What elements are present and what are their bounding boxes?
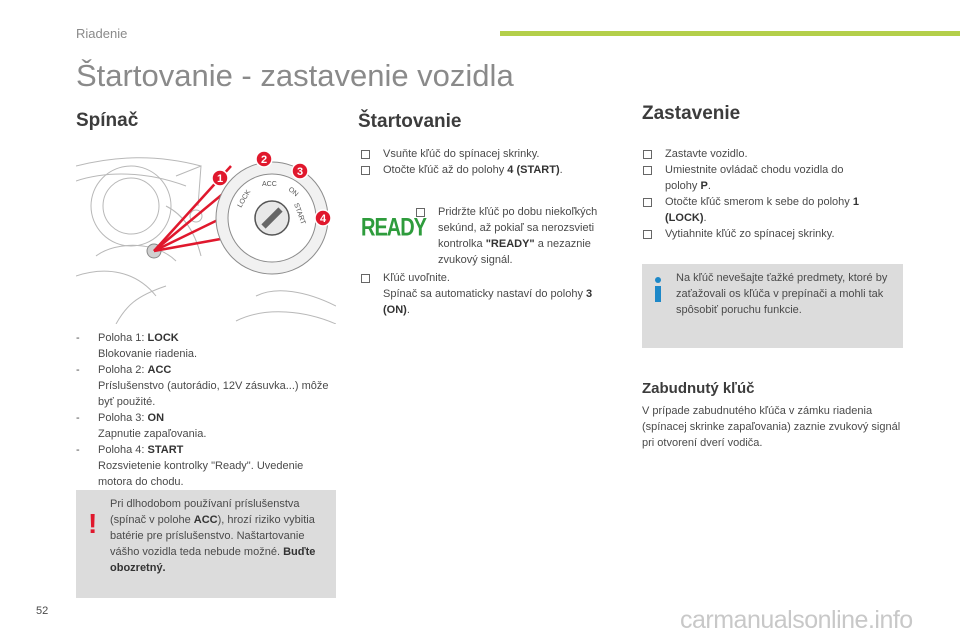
- section-label: Riadenie: [76, 26, 128, 41]
- page-title: Štartovanie - zastavenie vozidla: [76, 58, 514, 93]
- checkbox-icon: [416, 208, 425, 217]
- start-steps-3: [361, 270, 621, 318]
- list-item: Vytiahnite kľúč zo spínacej skrinky.: [643, 226, 873, 242]
- startovanie-heading: Štartovanie: [358, 111, 462, 132]
- ring-text-on: ON: [286, 186, 300, 199]
- stop-steps: [643, 146, 873, 242]
- forgotten-key-text: V prípade zabudnutého kľúča v zámku riadenia (spínacej skrinke zapaľovania) zaznie zvukový signál pri otvorení dverí vodiča.: [642, 405, 901, 449]
- checkbox-icon: [643, 150, 652, 159]
- checkbox-icon: [361, 274, 370, 283]
- callout-4: 4: [319, 213, 327, 225]
- warning-box: [76, 490, 336, 598]
- page-number: 52: [36, 605, 49, 617]
- zastavenie-heading: Zastavenie: [642, 103, 741, 124]
- checkbox-icon: [361, 150, 370, 159]
- ignition-switch-illustration: [76, 146, 336, 324]
- checkbox-icon: [361, 166, 370, 175]
- list-item: Pridržte kľúč po dobu niekoľkých sekúnd, až pokiaľ sa nerozsvieti kontrolka "READY" a nezaznie zvukový signál.: [416, 204, 626, 268]
- spinac-heading: Spínač: [76, 110, 139, 131]
- position-item: - Poloha 3: ON Zapnutie zapaľovania.: [76, 412, 207, 440]
- position-list: [76, 330, 336, 490]
- ring-text-start: START: [292, 202, 307, 226]
- checkbox-icon: [643, 166, 652, 175]
- position-item: - Poloha 2: ACC Príslušenstvo (autorádio, 12V zásuvka...) môže byť použité.: [76, 364, 329, 408]
- list-item: Kľúč uvoľnite. Spínač sa automaticky nastaví do polohy 3 (ON).: [361, 270, 621, 318]
- ready-indicator-logo: READY: [361, 214, 427, 242]
- start-steps-1: [361, 146, 621, 178]
- checkbox-icon: [643, 230, 652, 239]
- info-box: [642, 264, 903, 348]
- position-item: - Poloha 1: LOCK Blokovanie riadenia.: [76, 332, 198, 360]
- checkbox-icon: [643, 198, 652, 207]
- watermark: carmanualsonline.info: [680, 606, 913, 634]
- list-item: Vsuňte kľúč do spínacej skrinky.: [361, 146, 621, 162]
- list-item: Otočte kľúč smerom k sebe do polohy 1 (LOCK).: [643, 194, 873, 226]
- warning-text: Pri dlhodobom používaní príslušenstva (spínač v polohe ACC), hrozí riziko vybitia batérie pre príslušenstvo. Naštartovanie vášho vozidla teda nebude možné. Buďte obozretný.: [110, 498, 316, 574]
- ring-text-acc: ACC: [262, 181, 277, 188]
- accent-bar: [500, 31, 960, 36]
- callout-1: 1: [216, 173, 224, 185]
- position-item: - Poloha 4: START Rozsvietenie kontrolky "Ready". Uvedenie motora do chodu.: [76, 444, 304, 488]
- list-item: Otočte kľúč až do polohy 4 (START).: [361, 162, 621, 178]
- forgotten-key-heading: Zabudnutý kľúč: [642, 380, 755, 397]
- callout-2: 2: [260, 154, 268, 166]
- info-text: Na kľúč nevešajte ťažké predmety, ktoré by zaťažovali os kľúča v prepínači a mohli tak spôsobiť poruchu funkcie.: [676, 272, 888, 316]
- callout-3: 3: [296, 166, 304, 178]
- list-item: Umiestnite ovládač chodu vozidla do polohy P.: [643, 162, 873, 194]
- start-steps-2: [416, 204, 626, 268]
- ignition-figure: [76, 146, 336, 324]
- exclamation-icon: !: [88, 508, 98, 539]
- ring-text-lock: LOCK: [236, 188, 253, 209]
- list-item: Zastavte vozidlo.: [643, 146, 873, 162]
- info-icon: [651, 276, 665, 304]
